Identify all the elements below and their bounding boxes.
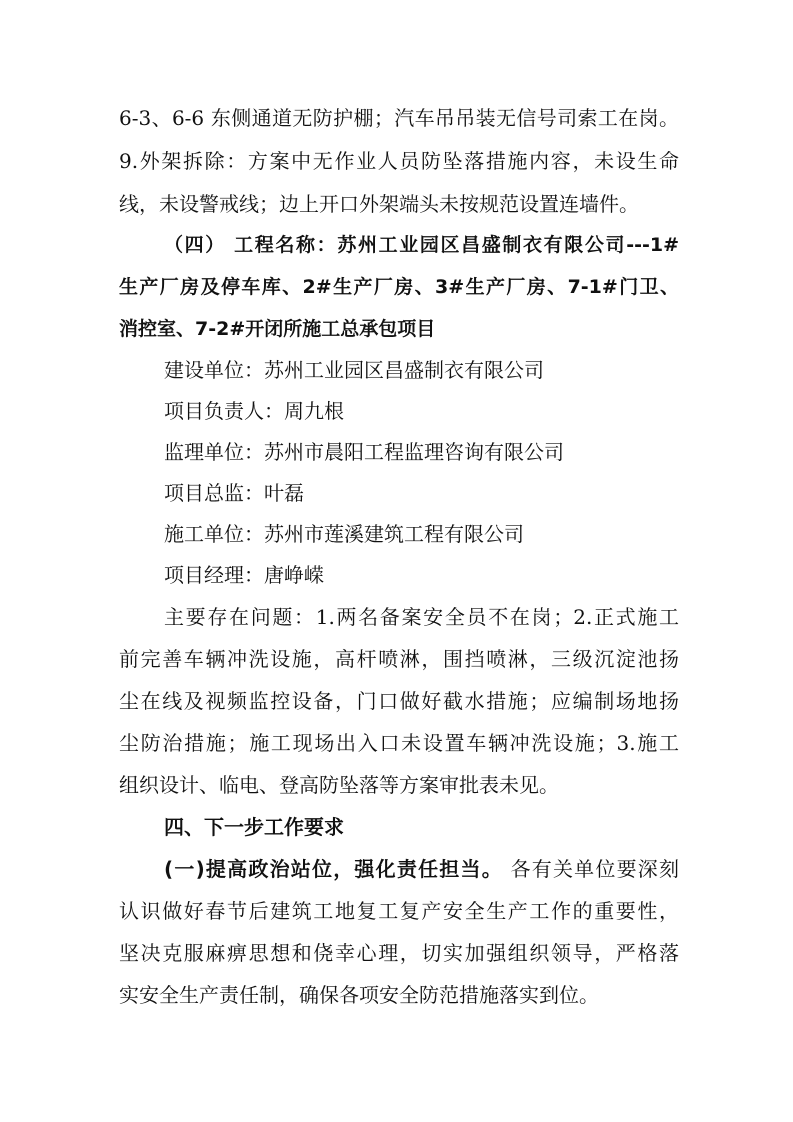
requirement-item-lead: (一)提高政治站位，强化责任担当。 (164, 857, 503, 881)
requirement-item-first-line (164, 855, 679, 883)
requirement-item-rest: 各有关单位要深刻 (502, 857, 679, 881)
project-title-line: 生产厂房及停车库、2#生产厂房、3#生产厂房、7-1#门卫、 (119, 276, 679, 298)
requirement-line: 实安全生产责任制，确保各项安全防范措施落实到位。 (119, 983, 599, 1007)
issues-line: 尘防治措施；施工现场出入口未设置车辆冲洗设施；3.施工 (119, 731, 679, 755)
project-leader: 项目负责人：周九根 (164, 399, 344, 423)
issues-line: 尘在线及视频监控设备，门口做好截水措施；应编制场地扬 (119, 689, 679, 713)
builder-unit: 建设单位：苏州工业园区昌盛制衣有限公司 (164, 358, 544, 382)
paragraph-line: 线，未设警戒线；边上开口外架端头未按规范设置连墙件。 (119, 192, 639, 216)
issues-line: 主要存在问题：1.两名备案安全员不在岗；2.正式施工 (164, 605, 679, 629)
requirement-line: 坚决克服麻痹思想和侥幸心理，切实加强组织领导，严格落 (119, 941, 679, 965)
project-manager: 项目经理：唐峥嵘 (164, 563, 324, 587)
paragraph-line: 9.外架拆除：方案中无作业人员防坠落措施内容，未设生命 (119, 149, 679, 173)
issues-line: 前完善车辆冲洗设施，高杆喷淋，围挡喷淋，三级沉淀池扬 (119, 647, 679, 671)
chief-supervisor: 项目总监：叶磊 (164, 481, 304, 505)
contractor-unit: 施工单位：苏州市莲溪建筑工程有限公司 (164, 522, 524, 546)
project-title-line: （四） 工程名称：苏州工业园区昌盛制衣有限公司---1# (164, 234, 679, 256)
section-heading: 四、下一步工作要求 (164, 815, 344, 839)
requirement-line: 认识做好春节后建筑工地复工复产安全生产工作的重要性， (119, 899, 679, 923)
paragraph-line: 6-3、6-6 东侧通道无防护棚；汽车吊吊装无信号司索工在岗。 (119, 106, 679, 130)
project-title-line: 消控室、7-2#开闭所施工总承包项目 (119, 318, 436, 340)
supervisor-unit: 监理单位：苏州市晨阳工程监理咨询有限公司 (164, 440, 564, 464)
issues-line: 组织设计、临电、登高防坠落等方案审批表未见。 (119, 773, 559, 797)
